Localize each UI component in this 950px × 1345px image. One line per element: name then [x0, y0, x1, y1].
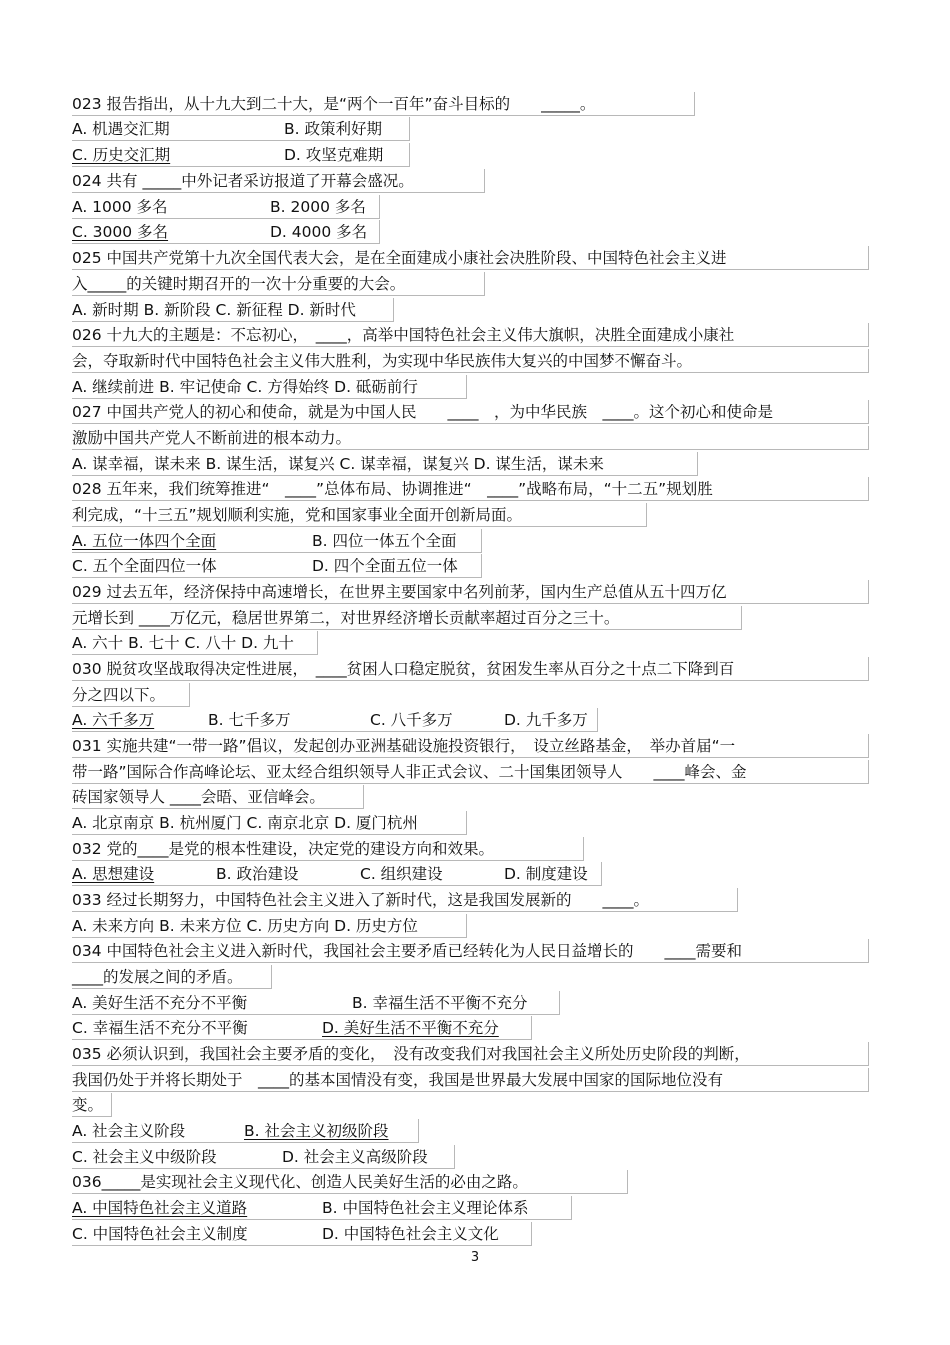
option: A. 机遇交汇期 [72, 120, 170, 138]
question-036 [72, 1170, 628, 1194]
question-030-line2 [72, 683, 190, 707]
question-text: 025 中国共产党第十九次全国代表大会，是在全面建成小康社会决胜阶段、中国特色社会主义进 [72, 249, 727, 267]
option: D. 四个全面五位一体 [312, 557, 458, 575]
question-031-line3 [72, 785, 364, 809]
options-036-cd [72, 1222, 532, 1246]
options-035-ab [72, 1119, 419, 1143]
option-answer: D. 美好生活不平衡不充分 [322, 1019, 499, 1037]
option: D. 九千多万 [504, 711, 588, 729]
question-text: 036_____是实现社会主义现代化、创造人民美好生活的必由之路。 [72, 1173, 528, 1191]
options-028-ab [72, 529, 482, 553]
question-027-line1 [72, 400, 869, 424]
option-answer: A. 中国特色社会主义道路 [72, 1199, 248, 1217]
options-024-cd [72, 220, 380, 244]
question-text: 035 必须认识到，我国社会主要矛盾的变化， 没有改变我们对我国社会主义所处历史阶段的判断， [72, 1045, 750, 1063]
options-023-cd [72, 143, 410, 167]
option: B. 2000 多名 [270, 198, 366, 216]
question-text: 激励中国共产党人不断前进的根本动力。 [72, 429, 352, 447]
option-row: A. 谋幸福，谋未来 B. 谋生活，谋复兴 C. 谋幸福，谋复兴 D. 谋生活，谋未来 [72, 455, 604, 473]
question-text: 029 过去五年，经济保持中高速增长，在世界主要国家中名列前茅，国内生产总值从五十四万亿 [72, 583, 727, 601]
question-text: 028 五年来，我们统筹推进“ ____”总体布局、协调推进“ ____”战略布局，“十二五”规划胜 [72, 480, 713, 498]
options-030 [72, 708, 598, 732]
question-025-line1 [72, 246, 869, 270]
question-023 [72, 92, 695, 116]
option: B. 七千多万 [208, 711, 291, 729]
option-row: A. 北京南京 B. 杭州厦门 C. 南京北京 D. 厦门杭州 [72, 814, 418, 832]
options-026 [72, 375, 467, 399]
question-028-line2 [72, 503, 647, 527]
question-035-line1 [72, 1042, 869, 1066]
question-text: 我国仍处于并将长期处于 ____的基本国情没有变，我国是世界最大发展中国家的国际地位没有 [72, 1071, 724, 1089]
question-text: 034 中国特色社会主义进入新时代，我国社会主要矛盾已经转化为人民日益增长的 ____需要和 [72, 942, 743, 960]
option: B. 政治建设 [216, 865, 299, 883]
question-026-line1 [72, 323, 869, 347]
question-text: 带一路”国际合作高峰论坛、亚太经合组织领导人非正式会议、二十国集团领导人 ____峰会、金 [72, 763, 747, 781]
page-number: 3 [470, 1250, 480, 1265]
option: B. 政策利好期 [284, 120, 382, 138]
option: C. 八千多万 [370, 711, 453, 729]
question-text: ____的发展之间的矛盾。 [72, 968, 243, 986]
question-text: 026 十九大的主题是：不忘初心， ____，高举中国特色社会主义伟大旗帜，决胜全面建成小康社 [72, 326, 735, 344]
question-text: 030 脱贫攻坚战取得决定性进展， ____贫困人口稳定脱贫，贫困发生率从百分之十点二下降到百 [72, 660, 735, 678]
options-032 [72, 862, 602, 886]
question-035-line3 [72, 1093, 112, 1117]
question-030-line1 [72, 657, 869, 681]
question-text: 023 报告指出，从十九大到二十大，是“两个一百年”奋斗目标的 _____。 [72, 95, 596, 113]
options-035-cd [72, 1145, 455, 1169]
option: D. 4000 多名 [270, 223, 368, 241]
option: C. 社会主义中级阶段 [72, 1148, 217, 1166]
option-answer: B. 社会主义初级阶段 [244, 1122, 389, 1140]
options-024-ab [72, 195, 380, 219]
options-034-ab [72, 991, 560, 1015]
question-029-line2 [72, 606, 742, 630]
options-029 [72, 631, 318, 655]
option-row: A. 未来方向 B. 未来方位 C. 历史方向 D. 历史方位 [72, 917, 418, 935]
option: A. 1000 多名 [72, 198, 168, 216]
options-031 [72, 811, 467, 835]
question-032 [72, 837, 584, 861]
option: B. 四位一体五个全面 [312, 532, 457, 550]
question-028-line1 [72, 477, 869, 501]
option-answer: A. 六千多万 [72, 711, 155, 729]
question-text: 分之四以下。 [72, 686, 166, 704]
question-text: 利完成，“十三五”规划顺利实施，党和国家事业全面开创新局面。 [72, 506, 523, 524]
option: C. 组织建设 [360, 865, 443, 883]
option: B. 幸福生活不平衡不充分 [352, 994, 528, 1012]
question-031-line1 [72, 734, 869, 758]
option: D. 中国特色社会主义文化 [322, 1225, 499, 1243]
question-text: 砖国家领导人 ____会晤、亚信峰会。 [72, 788, 325, 806]
option-row: A. 六十 B. 七十 C. 八十 D. 九十 [72, 634, 294, 652]
options-025 [72, 298, 394, 322]
option-row: A. 继续前进 B. 牢记使命 C. 方得始终 D. 砥砺前行 [72, 378, 418, 396]
option: C. 幸福生活不充分不平衡 [72, 1019, 248, 1037]
question-text: 033 经过长期努力，中国特色社会主义进入了新时代，这是我国发展新的 ____。 [72, 891, 650, 909]
option-answer: A. 五位一体四个全面 [72, 532, 217, 550]
option: C. 五个全面四位一体 [72, 557, 217, 575]
option-answer: C. 3000 多名 [72, 223, 169, 241]
question-text: 032 党的____是党的根本性建设，决定党的建设方向和效果。 [72, 840, 495, 858]
option-answer: C. 历史交汇期 [72, 146, 171, 164]
question-029-line1 [72, 580, 869, 604]
option: D. 社会主义高级阶段 [282, 1148, 428, 1166]
option: D. 攻坚克难期 [284, 146, 384, 164]
question-text: 入_____的关键时期召开的一次十分重要的大会。 [72, 275, 406, 293]
option: A. 美好生活不充分不平衡 [72, 994, 248, 1012]
question-035-line2 [72, 1068, 869, 1092]
question-025-line2 [72, 272, 485, 296]
option: B. 中国特色社会主义理论体系 [322, 1199, 529, 1217]
question-031-line2 [72, 760, 869, 784]
question-027-line2 [72, 426, 869, 450]
option-row: A. 新时期 B. 新阶段 C. 新征程 D. 新时代 [72, 301, 356, 319]
question-text: 元增长到 ____万亿元，稳居世界第二，对世界经济增长贡献率超过百分之三十。 [72, 609, 620, 627]
options-036-ab [72, 1196, 572, 1220]
options-033 [72, 914, 467, 938]
question-text: 024 共有 _____中外记者采访报道了开幕会盛况。 [72, 172, 414, 190]
option: A. 社会主义阶段 [72, 1122, 186, 1140]
options-023-ab [72, 117, 410, 141]
question-text: 会，夺取新时代中国特色社会主义伟大胜利，为实现中华民族伟大复兴的中国梦不懈奋斗。 [72, 352, 693, 370]
question-034-line2 [72, 965, 272, 989]
question-024 [72, 169, 485, 193]
question-text: 031 实施共建“一带一路”倡议，发起创办亚洲基础设施投资银行， 设立丝路基金， 举办首届“一 [72, 737, 736, 755]
question-034-line1 [72, 939, 869, 963]
option: D. 制度建设 [504, 865, 588, 883]
question-text: 027 中国共产党人的初心和使命，就是为中国人民 ____ ，为中华民族 ____。这个初心和使命是 [72, 403, 774, 421]
option-answer: A. 思想建设 [72, 865, 155, 883]
options-027 [72, 452, 698, 476]
question-026-line2 [72, 349, 869, 373]
options-034-cd [72, 1016, 532, 1040]
question-033 [72, 888, 738, 912]
option: C. 中国特色社会主义制度 [72, 1225, 248, 1243]
question-text: 变。 [72, 1096, 104, 1114]
options-028-cd [72, 554, 482, 578]
